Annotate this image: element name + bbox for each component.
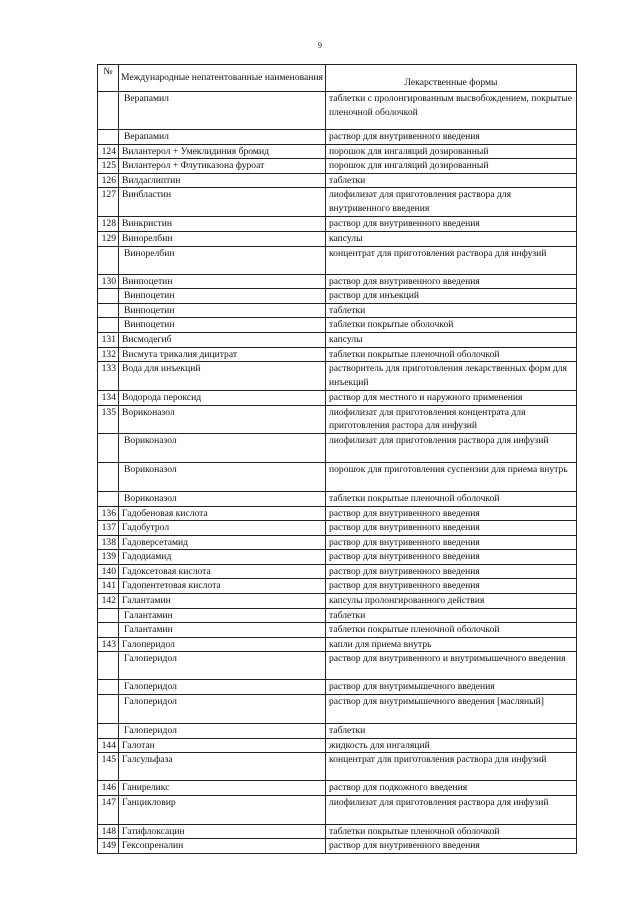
page-number: 9 xyxy=(318,41,322,50)
inn-name: Верапамил xyxy=(119,92,326,130)
row-number: 146 xyxy=(98,781,119,796)
table-row xyxy=(98,521,577,536)
table-row xyxy=(98,753,577,781)
row-number xyxy=(98,318,119,333)
dosage-form: таблетки покрытые пленочной оболочкой xyxy=(326,623,577,638)
dosage-form: таблетки xyxy=(326,724,577,739)
table-row xyxy=(98,623,577,638)
inn-name: Вилантерол + Флутиказона фуроат xyxy=(119,159,326,174)
inn-name: Винбластин xyxy=(119,188,326,217)
row-number xyxy=(98,491,119,506)
inn-name: Водорода пероксид xyxy=(119,391,326,406)
inn-name: Галотан xyxy=(119,738,326,753)
table-row xyxy=(98,550,577,565)
row-number xyxy=(98,433,119,462)
dosage-form: таблетки покрытые пленочной оболочкой xyxy=(326,347,577,362)
table-row xyxy=(98,564,577,579)
inn-name: Галантамин xyxy=(119,594,326,609)
dosage-form: раствор для внутривенного введения xyxy=(326,535,577,550)
row-number: 128 xyxy=(98,217,119,232)
row-number xyxy=(98,724,119,739)
dosage-form: порошок для ингаляций дозированный xyxy=(326,144,577,159)
dosage-form: концентрат для приготовления раствора для инфузий xyxy=(326,246,577,274)
table-row xyxy=(98,173,577,188)
inn-name: Гексопреналин xyxy=(119,839,326,854)
table-row xyxy=(98,362,577,391)
row-number xyxy=(98,652,119,680)
inn-name: Винпоцетин xyxy=(119,303,326,318)
dosage-form: жидкость для ингаляций xyxy=(326,738,577,753)
row-number: 132 xyxy=(98,347,119,362)
row-number: 127 xyxy=(98,188,119,217)
row-number: 147 xyxy=(98,795,119,824)
dosage-form: лиофилизат для приготовления раствора для инфузий xyxy=(326,433,577,462)
inn-name: Галоперидол xyxy=(119,724,326,739)
inn-name: Винорелбин xyxy=(119,231,326,246)
table-row xyxy=(98,652,577,680)
dosage-form: капсулы xyxy=(326,332,577,347)
inn-name: Галантамин xyxy=(119,623,326,638)
inn-name: Гадобутрол xyxy=(119,521,326,536)
inn-name: Гадоксетовая кислота xyxy=(119,564,326,579)
table-row xyxy=(98,188,577,217)
table-row xyxy=(98,462,577,491)
inn-name: Ганиреликс xyxy=(119,781,326,796)
row-number: 148 xyxy=(98,824,119,839)
inn-name: Висмута трикалия дицитрат xyxy=(119,347,326,362)
table-row xyxy=(98,724,577,739)
dosage-form: таблетки xyxy=(326,173,577,188)
row-number: 130 xyxy=(98,274,119,289)
row-number xyxy=(98,92,119,130)
table-row xyxy=(98,579,577,594)
table-row xyxy=(98,347,577,362)
row-number: 144 xyxy=(98,738,119,753)
header-number: № xyxy=(98,65,119,92)
dosage-form: лиофилизат для приготовления раствора для инфузий xyxy=(326,795,577,824)
inn-name: Галоперидол xyxy=(119,680,326,695)
drug-forms-table xyxy=(97,64,577,854)
table-row xyxy=(98,506,577,521)
dosage-form: раствор для подкожного введения xyxy=(326,781,577,796)
dosage-form: раствор для внутримышечного введения xyxy=(326,680,577,695)
row-number xyxy=(98,462,119,491)
table-row xyxy=(98,274,577,289)
dosage-form: раствор для внутривенного и внутримышечного введения xyxy=(326,652,577,680)
inn-name: Галантамин xyxy=(119,608,326,623)
dosage-form: раствор для инъекций xyxy=(326,289,577,304)
row-number: 131 xyxy=(98,332,119,347)
row-number xyxy=(98,623,119,638)
table-row xyxy=(98,535,577,550)
table-row xyxy=(98,608,577,623)
row-number: 149 xyxy=(98,839,119,854)
row-number: 136 xyxy=(98,506,119,521)
inn-name: Вилдаглиптин xyxy=(119,173,326,188)
row-number xyxy=(98,246,119,274)
row-number: 141 xyxy=(98,579,119,594)
table-row xyxy=(98,738,577,753)
dosage-form: капсулы пролонгированного действия xyxy=(326,594,577,609)
table-row xyxy=(98,144,577,159)
inn-name: Галоперидол xyxy=(119,695,326,724)
dosage-form: раствор для внутривенного введения xyxy=(326,550,577,565)
row-number xyxy=(98,680,119,695)
row-number: 133 xyxy=(98,362,119,391)
table-row xyxy=(98,839,577,854)
table-header-row xyxy=(98,65,577,92)
row-number: 145 xyxy=(98,753,119,781)
inn-name: Вориконазол xyxy=(119,462,326,491)
table-row xyxy=(98,332,577,347)
row-number: 125 xyxy=(98,159,119,174)
inn-name: Гадопентетовая кислота xyxy=(119,579,326,594)
dosage-form: раствор для внутривенного введения xyxy=(326,506,577,521)
table-row xyxy=(98,695,577,724)
dosage-form: раствор для внутривенного введения xyxy=(326,217,577,232)
row-number xyxy=(98,695,119,724)
table-row xyxy=(98,405,577,433)
row-number: 129 xyxy=(98,231,119,246)
table-row xyxy=(98,594,577,609)
dosage-form: растворитель для приготовления лекарственных форм для инъекций xyxy=(326,362,577,391)
dosage-form: раствор для внутривенного введения xyxy=(326,564,577,579)
inn-name: Галоперидол xyxy=(119,652,326,680)
inn-name: Вода для инъекций xyxy=(119,362,326,391)
inn-name: Гатифлоксацин xyxy=(119,824,326,839)
dosage-form: раствор для местного и наружного применения xyxy=(326,391,577,406)
inn-name: Гадоверсетамид xyxy=(119,535,326,550)
inn-name: Верапамил xyxy=(119,130,326,145)
dosage-form: лиофилизат для приготовления концентрата для приготовления растора для инфузий xyxy=(326,405,577,433)
inn-name: Гадодиамид xyxy=(119,550,326,565)
row-number: 140 xyxy=(98,564,119,579)
row-number xyxy=(98,608,119,623)
table-row xyxy=(98,231,577,246)
inn-name: Винорелбин xyxy=(119,246,326,274)
inn-name: Винкристин xyxy=(119,217,326,232)
table-row xyxy=(98,303,577,318)
dosage-form: раствор для внутривенного введения xyxy=(326,274,577,289)
row-number xyxy=(98,303,119,318)
row-number: 139 xyxy=(98,550,119,565)
row-number: 138 xyxy=(98,535,119,550)
inn-name: Галсульфаза xyxy=(119,753,326,781)
table-row xyxy=(98,433,577,462)
dosage-form: порошок для ингаляций дозированный xyxy=(326,159,577,174)
table-row xyxy=(98,92,577,130)
dosage-form: таблетки с пролонгированным высвобождением, покрытые пленочной оболочкой xyxy=(326,92,577,130)
inn-name: Вориконазол xyxy=(119,405,326,433)
inn-name: Винпоцетин xyxy=(119,274,326,289)
inn-name: Винпоцетин xyxy=(119,318,326,333)
table-row xyxy=(98,130,577,145)
row-number: 142 xyxy=(98,594,119,609)
row-number: 137 xyxy=(98,521,119,536)
dosage-form: раствор для внутримышечного введения [масляный] xyxy=(326,695,577,724)
dosage-form: раствор для внутривенного введения xyxy=(326,579,577,594)
dosage-form: раствор для внутривенного введения xyxy=(326,521,577,536)
table-row xyxy=(98,391,577,406)
table-row xyxy=(98,289,577,304)
table-row xyxy=(98,637,577,652)
dosage-form: раствор для внутривенного введения xyxy=(326,130,577,145)
inn-name: Вилантерол + Умеклидиния бромид xyxy=(119,144,326,159)
dosage-form: таблетки покрытые пленочной оболочкой xyxy=(326,824,577,839)
dosage-form: порошок для приготовления суспензии для приема внутрь xyxy=(326,462,577,491)
dosage-form: таблетки покрытые оболочкой xyxy=(326,318,577,333)
dosage-form: таблетки покрытые пленочной оболочкой xyxy=(326,491,577,506)
row-number: 126 xyxy=(98,173,119,188)
dosage-form: лиофилизат для приготовления раствора для внутривенного введения xyxy=(326,188,577,217)
dosage-form: капсулы xyxy=(326,231,577,246)
dosage-form: таблетки xyxy=(326,303,577,318)
header-dosage-forms: Лекарственные формы xyxy=(326,65,577,92)
table-row xyxy=(98,217,577,232)
row-number: 135 xyxy=(98,405,119,433)
table-row xyxy=(98,491,577,506)
table-row xyxy=(98,159,577,174)
dosage-form: капли для приема внутрь xyxy=(326,637,577,652)
dosage-form: таблетки xyxy=(326,608,577,623)
inn-name: Вориконазол xyxy=(119,433,326,462)
row-number: 134 xyxy=(98,391,119,406)
header-inn: Международные непатентованные наименования xyxy=(119,65,326,92)
inn-name: Галоперидол xyxy=(119,637,326,652)
table-row xyxy=(98,781,577,796)
dosage-form: раствор для внутривенного введения xyxy=(326,839,577,854)
table-row xyxy=(98,246,577,274)
inn-name: Гадобеновая кислота xyxy=(119,506,326,521)
table-row xyxy=(98,680,577,695)
row-number xyxy=(98,289,119,304)
inn-name: Висмодегиб xyxy=(119,332,326,347)
inn-name: Винпоцетин xyxy=(119,289,326,304)
table-row xyxy=(98,824,577,839)
inn-name: Вориконазол xyxy=(119,491,326,506)
table-row xyxy=(98,795,577,824)
row-number: 143 xyxy=(98,637,119,652)
dosage-form: концентрат для приготовления раствора для инфузий xyxy=(326,753,577,781)
row-number: 124 xyxy=(98,144,119,159)
table-row xyxy=(98,318,577,333)
inn-name: Ганцикловир xyxy=(119,795,326,824)
row-number xyxy=(98,130,119,145)
